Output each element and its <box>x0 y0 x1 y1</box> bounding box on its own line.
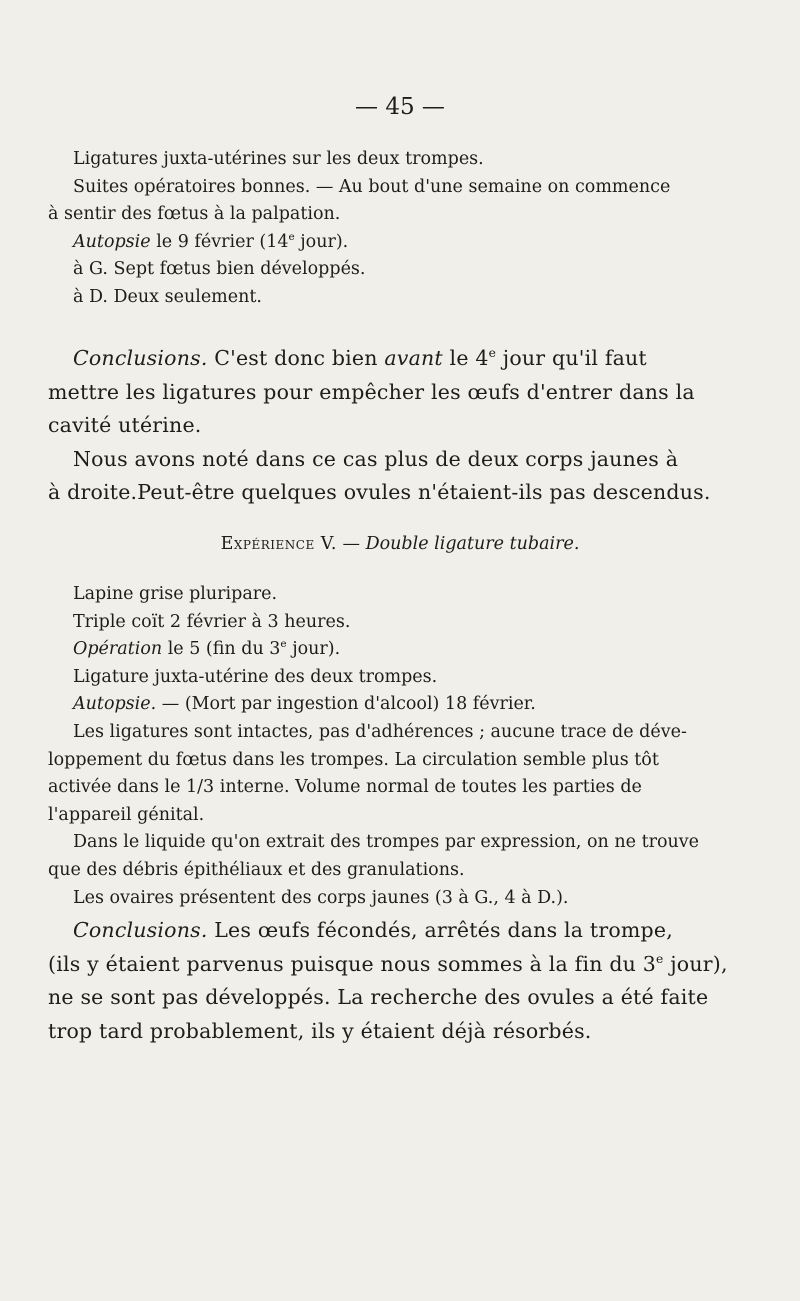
text-line: Dans le liquide qu'on extrait des trompes par expression, on ne trouve <box>73 832 700 853</box>
text-line: l'appareil génital. <box>48 804 205 825</box>
text-line: à G. Sept fœtus bien développés. <box>73 259 366 280</box>
observation-block-1 <box>48 146 758 312</box>
text-line: à droite.Peut-être quelques ovules n'étaient-ils pas descendus. <box>48 480 711 504</box>
text-line: Opération le 5 (fin du 3e jour). <box>73 638 341 660</box>
text-line: Autopsie. — (Mort par ingestion d'alcool) 18 février. <box>73 694 536 715</box>
text-line: Les ligatures sont intactes, pas d'adhérences ; aucune trace de déve- <box>73 721 687 742</box>
conclusions-paragraph-1 <box>48 342 758 510</box>
text-line: que des débris épithéliaux et des granulations. <box>48 859 465 880</box>
text-line: Suites opératoires bonnes. — Au bout d'une semaine on commence <box>73 176 671 197</box>
text-line: Triple coït 2 février à 3 heures. <box>73 611 351 632</box>
text-line: mettre les ligatures pour empêcher les œufs d'entrer dans la <box>48 379 695 404</box>
text-line: à D. Deux seulement. <box>73 286 262 307</box>
text-line: Lapine grise pluripare. <box>73 584 278 604</box>
text-line: (ils y étaient parvenus puisque nous sommes à la fin du 3e jour), <box>48 951 728 976</box>
page-number: — 45 — <box>355 94 445 120</box>
text-line: Nous avons noté dans ce cas plus de deux corps jaunes à <box>73 446 679 471</box>
text-line: ne se sont pas développés. La recherche des ovules a été faite <box>48 985 709 1009</box>
text-line: Conclusions. Les œufs fécondés, arrêtés dans la trompe, <box>73 918 673 942</box>
text-line: cavité utérine. <box>48 413 202 437</box>
text-line: Ligatures juxta-utérines sur les deux trompes. <box>73 149 484 169</box>
text-line: Autopsie le 9 février (14e jour). <box>73 230 349 252</box>
text-line: loppement du fœtus dans les trompes. La circulation semble plus tôt <box>48 749 659 770</box>
text-line: Ligature juxta-utérine des deux trompes. <box>73 666 438 687</box>
text-line: Conclusions. C'est donc bien avant le 4e jour qu'il faut <box>73 346 647 370</box>
observation-block-2 <box>48 581 758 912</box>
text-line: à sentir des fœtus à la palpation. <box>48 204 341 225</box>
text-line: activée dans le 1/3 interne. Volume normal de toutes les parties de <box>48 777 642 798</box>
text-line: trop tard probablement, ils y étaient déjà résorbés. <box>48 1018 592 1043</box>
text-line: Les ovaires présentent des corps jaunes (3 à G., 4 à D.). <box>73 887 569 908</box>
conclusions-paragraph-2 <box>48 914 758 1048</box>
experiment-heading: Expérience V. — Double ligature tubaire. <box>220 534 580 554</box>
